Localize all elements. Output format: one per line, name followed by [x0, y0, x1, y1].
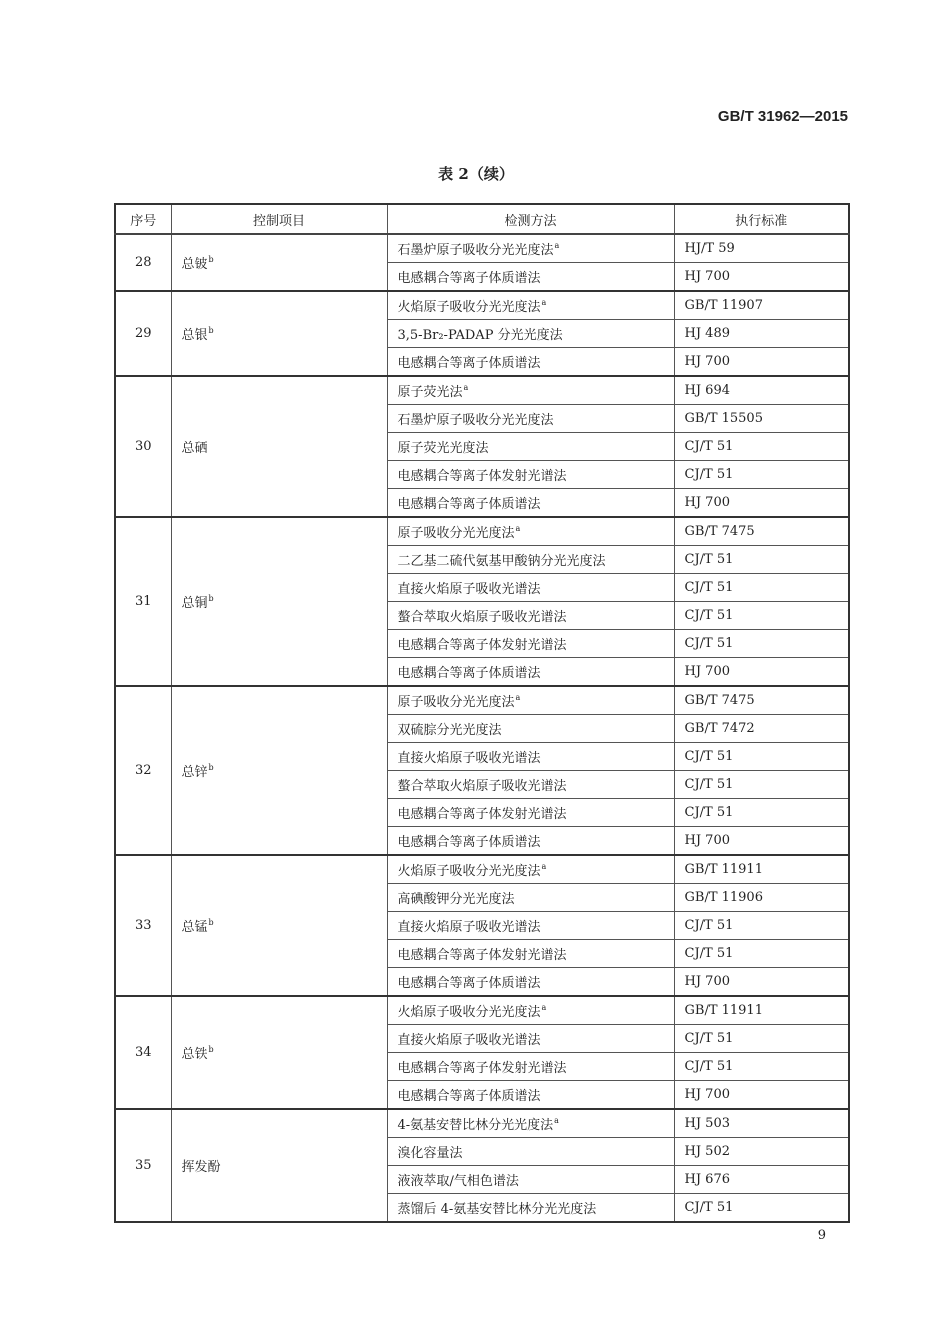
footnote-mark: b — [208, 1045, 214, 1054]
table-header-row — [115, 204, 849, 234]
item-label: 总铜 — [181, 596, 208, 611]
cell-standard: CJ/T 51 — [674, 630, 849, 658]
cell-method — [387, 968, 674, 997]
cell-method — [387, 799, 674, 827]
item-label: 挥发酚 — [181, 1160, 221, 1175]
cell-standard: GB/T 11911 — [674, 996, 849, 1025]
cell-standard: CJ/T 51 — [674, 574, 849, 602]
cell-item — [171, 1109, 387, 1222]
cell-standard: CJ/T 51 — [674, 433, 849, 461]
cell-standard: CJ/T 51 — [674, 1025, 849, 1053]
cell-method — [387, 884, 674, 912]
method-label: 电感耦合等离子体发射光谱法 — [397, 807, 567, 822]
cell-no: 35 — [115, 1109, 171, 1222]
cell-method — [387, 405, 674, 433]
cell-standard: HJ 502 — [674, 1138, 849, 1166]
cell-method — [387, 263, 674, 292]
method-label: 电感耦合等离子体质谱法 — [397, 1089, 541, 1104]
cell-method — [387, 827, 674, 856]
item-label: 总硒 — [181, 441, 208, 456]
method-label: 3,5-Br₂-PADAP 分光光度法 — [397, 328, 563, 343]
method-label: 高碘酸钾分光光度法 — [397, 892, 515, 907]
method-label: 石墨炉原子吸收分光光度法 — [397, 243, 554, 258]
cell-method — [387, 517, 674, 546]
method-label: 电感耦合等离子体发射光谱法 — [397, 948, 567, 963]
method-label: 螯合萃取火焰原子吸收光谱法 — [397, 610, 567, 625]
footnote-mark: b — [208, 255, 214, 264]
cell-item — [171, 376, 387, 517]
method-label: 原子吸收分光光度法 — [397, 695, 515, 710]
cell-standard: CJ/T 51 — [674, 771, 849, 799]
cell-no: 34 — [115, 996, 171, 1109]
method-label: 溴化容量法 — [397, 1146, 463, 1161]
method-label: 电感耦合等离子体发射光谱法 — [397, 469, 567, 484]
cell-standard: CJ/T 51 — [674, 1053, 849, 1081]
footnote-mark: b — [208, 326, 214, 335]
cell-method — [387, 234, 674, 263]
cell-method — [387, 348, 674, 377]
table-row — [115, 1109, 849, 1138]
method-label: 直接火焰原子吸收光谱法 — [397, 1033, 541, 1048]
cell-item — [171, 517, 387, 686]
cell-item — [171, 855, 387, 996]
table-row — [115, 855, 849, 884]
footnote-mark: b — [208, 918, 214, 927]
standard-code: GB/T 31962—2015 — [717, 108, 848, 125]
cell-standard: CJ/T 51 — [674, 799, 849, 827]
cell-method — [387, 461, 674, 489]
cell-method — [387, 489, 674, 518]
cell-item — [171, 234, 387, 291]
method-label: 二乙基二硫代氨基甲酸钠分光光度法 — [397, 554, 606, 569]
column-header-method: 检测方法 — [387, 204, 674, 234]
cell-standard: CJ/T 51 — [674, 546, 849, 574]
cell-standard: GB/T 7475 — [674, 686, 849, 715]
cell-no: 33 — [115, 855, 171, 996]
cell-method — [387, 291, 674, 320]
cell-standard: HJ/T 59 — [674, 234, 849, 263]
cell-method — [387, 1053, 674, 1081]
cell-standard: GB/T 15505 — [674, 405, 849, 433]
method-label: 直接火焰原子吸收光谱法 — [397, 582, 541, 597]
footnote-mark: a — [554, 241, 560, 250]
method-label: 电感耦合等离子体发射光谱法 — [397, 1061, 567, 1076]
cell-standard: HJ 676 — [674, 1166, 849, 1194]
column-header-standard: 执行标准 — [674, 204, 849, 234]
footnote-mark: a — [515, 524, 521, 533]
footnote-mark: a — [541, 298, 547, 307]
column-header-item: 控制项目 — [171, 204, 387, 234]
footnote-mark: b — [208, 763, 214, 772]
cell-method — [387, 715, 674, 743]
cell-standard: HJ 700 — [674, 348, 849, 377]
cell-standard: CJ/T 51 — [674, 940, 849, 968]
cell-no: 30 — [115, 376, 171, 517]
cell-method — [387, 996, 674, 1025]
method-label: 液液萃取/气相色谱法 — [397, 1174, 519, 1189]
cell-standard: GB/T 7475 — [674, 517, 849, 546]
cell-standard: HJ 700 — [674, 1081, 849, 1110]
footnote-mark: a — [554, 1116, 559, 1125]
cell-standard: CJ/T 51 — [674, 912, 849, 940]
cell-method — [387, 1194, 674, 1223]
table-row — [115, 686, 849, 715]
cell-item — [171, 996, 387, 1109]
column-header-no: 序号 — [115, 204, 171, 234]
method-label: 火焰原子吸收分光光度法 — [397, 300, 541, 315]
cell-method — [387, 574, 674, 602]
cell-standard: GB/T 7472 — [674, 715, 849, 743]
cell-method — [387, 1166, 674, 1194]
method-label: 火焰原子吸收分光光度法 — [397, 864, 541, 879]
cell-standard: CJ/T 51 — [674, 743, 849, 771]
cell-no: 32 — [115, 686, 171, 855]
method-label: 电感耦合等离子体质谱法 — [397, 497, 541, 512]
method-label: 电感耦合等离子体质谱法 — [397, 666, 541, 681]
cell-standard: HJ 700 — [674, 263, 849, 292]
cell-standard: HJ 489 — [674, 320, 849, 348]
cell-method — [387, 940, 674, 968]
cell-standard: HJ 700 — [674, 827, 849, 856]
method-label: 火焰原子吸收分光光度法 — [397, 1005, 541, 1020]
cell-method — [387, 1025, 674, 1053]
method-label: 原子荧光光度法 — [397, 441, 489, 456]
table-row — [115, 517, 849, 546]
cell-standard: HJ 503 — [674, 1109, 849, 1138]
table-row — [115, 376, 849, 405]
cell-standard: CJ/T 51 — [674, 1194, 849, 1223]
cell-item — [171, 291, 387, 376]
standards-table — [114, 203, 850, 1223]
method-label: 电感耦合等离子体质谱法 — [397, 271, 541, 286]
cell-method — [387, 771, 674, 799]
cell-method — [387, 376, 674, 405]
method-label: 电感耦合等离子体质谱法 — [397, 835, 541, 850]
item-label: 总铁 — [181, 1047, 208, 1062]
cell-method — [387, 686, 674, 715]
cell-standard: HJ 700 — [674, 968, 849, 997]
cell-standard: CJ/T 51 — [674, 602, 849, 630]
footnote-mark: a — [541, 1003, 547, 1012]
method-label: 原子荧光法 — [397, 385, 463, 400]
cell-item — [171, 686, 387, 855]
cell-standard: CJ/T 51 — [674, 461, 849, 489]
method-label: 石墨炉原子吸收分光光度法 — [397, 413, 554, 428]
cell-method — [387, 546, 674, 574]
cell-no: 29 — [115, 291, 171, 376]
cell-method — [387, 743, 674, 771]
table-body — [115, 234, 849, 1222]
cell-no: 28 — [115, 234, 171, 291]
cell-method — [387, 602, 674, 630]
method-label: 电感耦合等离子体质谱法 — [397, 356, 541, 371]
item-label: 总银 — [181, 328, 208, 343]
cell-standard: GB/T 11911 — [674, 855, 849, 884]
cell-method — [387, 1081, 674, 1110]
cell-method — [387, 320, 674, 348]
page-number: 9 — [817, 1228, 826, 1243]
cell-method — [387, 1109, 674, 1138]
footnote-mark: a — [541, 862, 547, 871]
footnote-mark: a — [515, 693, 521, 702]
cell-method — [387, 630, 674, 658]
cell-no: 31 — [115, 517, 171, 686]
cell-method — [387, 1138, 674, 1166]
cell-method — [387, 912, 674, 940]
cell-method — [387, 658, 674, 687]
table-row — [115, 996, 849, 1025]
method-label: 直接火焰原子吸收光谱法 — [397, 751, 541, 766]
method-label: 4-氨基安替比林分光光度法 — [397, 1118, 554, 1133]
method-label: 直接火焰原子吸收光谱法 — [397, 920, 541, 935]
cell-standard: HJ 694 — [674, 376, 849, 405]
footnote-mark: b — [208, 594, 214, 603]
cell-standard: HJ 700 — [674, 489, 849, 518]
cell-standard: GB/T 11906 — [674, 884, 849, 912]
item-label: 总锌 — [181, 765, 208, 780]
method-label: 原子吸收分光光度法 — [397, 526, 515, 541]
table-row — [115, 234, 849, 263]
footnote-mark: a — [463, 383, 469, 392]
table-title: 表 2（续） — [438, 165, 514, 183]
method-label: 螯合萃取火焰原子吸收光谱法 — [397, 779, 567, 794]
item-label: 总锰 — [181, 920, 208, 935]
cell-method — [387, 855, 674, 884]
table-row — [115, 291, 849, 320]
method-label: 电感耦合等离子体发射光谱法 — [397, 638, 567, 653]
method-label: 双硫腙分光光度法 — [397, 723, 502, 738]
method-label: 电感耦合等离子体质谱法 — [397, 976, 541, 991]
cell-standard: GB/T 11907 — [674, 291, 849, 320]
item-label: 总铍 — [181, 257, 208, 272]
cell-method — [387, 433, 674, 461]
method-label: 蒸馏后 4-氨基安替比林分光光度法 — [397, 1202, 597, 1217]
cell-standard: HJ 700 — [674, 658, 849, 687]
